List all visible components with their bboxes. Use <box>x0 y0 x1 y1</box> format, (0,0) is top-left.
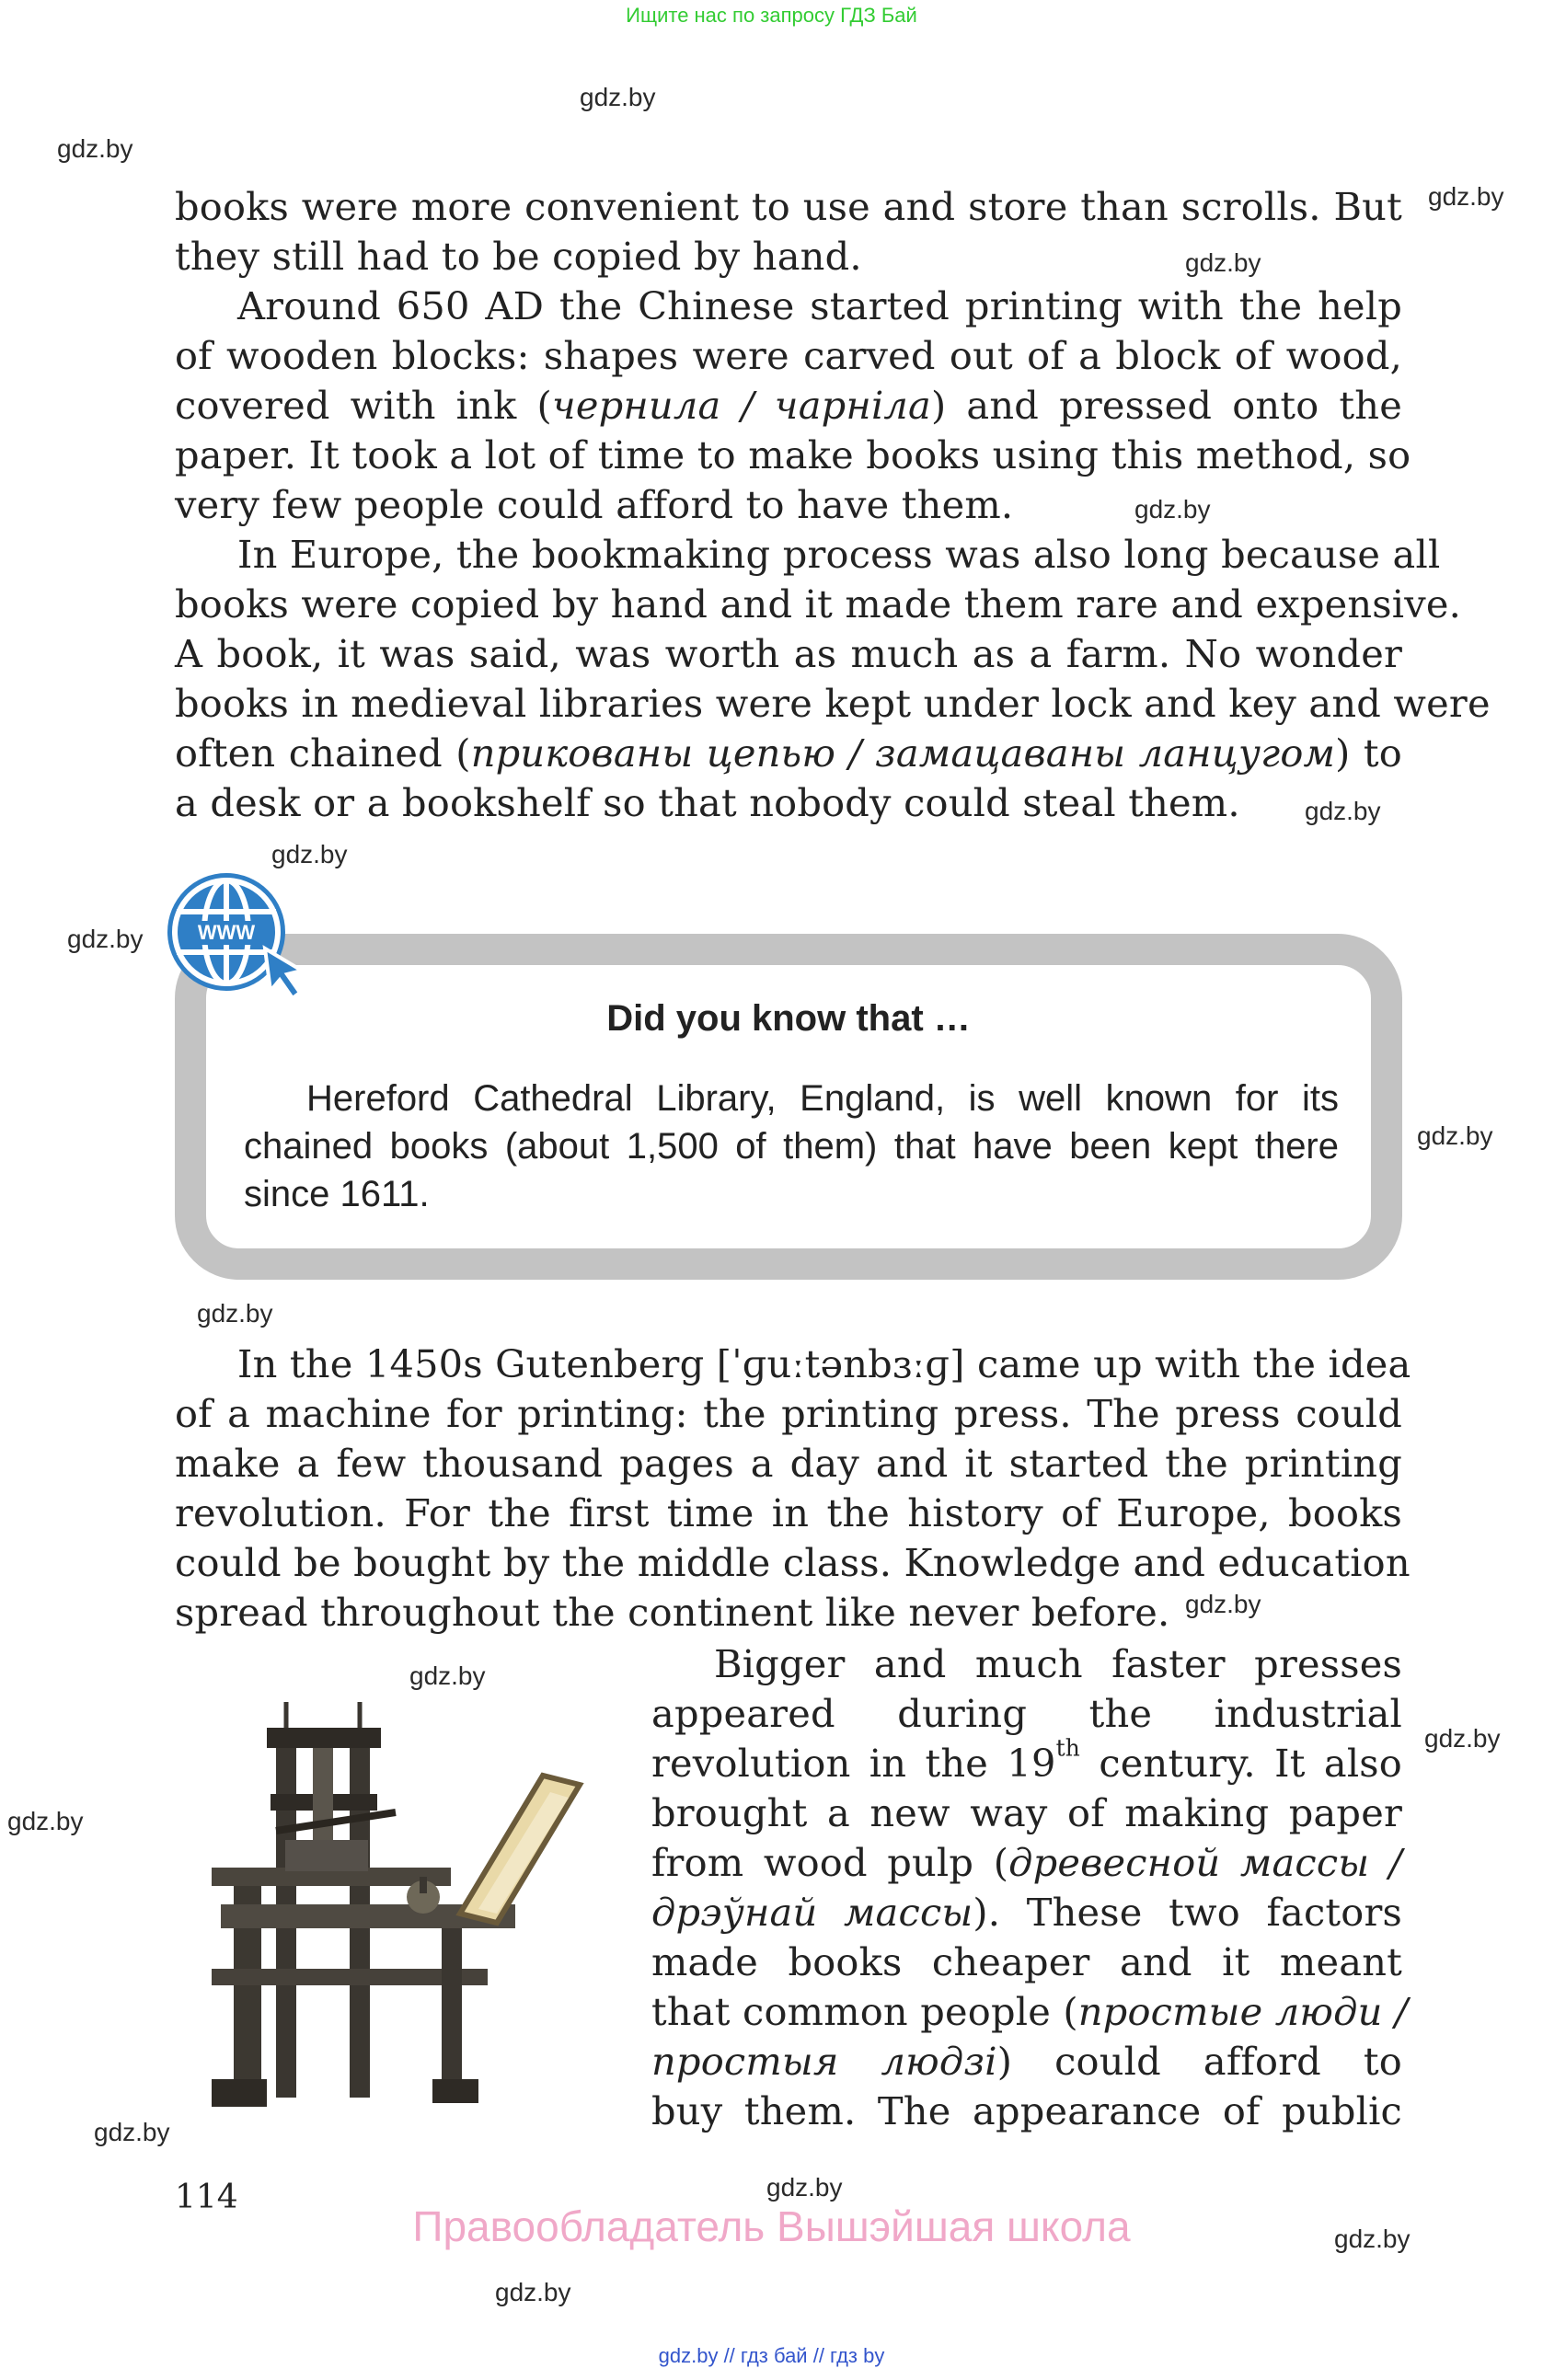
translation-italic: чернила / чарніла <box>551 383 931 428</box>
text-run: often chained ( <box>175 730 471 776</box>
translation-italic: дрэўнай массы <box>651 1890 973 1935</box>
paragraph-line: A book, it was said, was worth as much as a farm. No wonder <box>175 631 1402 676</box>
text-run: ). These two factors <box>973 1890 1403 1935</box>
paragraph-line: buy them. The appearance of public <box>651 2088 1402 2133</box>
text-run: covered with ink ( <box>175 383 552 428</box>
text-run: that common people ( <box>651 1989 1078 2034</box>
translation-italic: древесной массы / <box>1008 1840 1402 1885</box>
did-you-know-title: Did you know that … <box>606 998 971 1039</box>
paragraph-line: very few people could afford to have them. <box>175 482 1014 527</box>
watermark: gdz.by <box>1428 182 1504 211</box>
paragraph-line: could be bought by the middle class. Knowledge and education <box>175 1540 1411 1585</box>
watermark: gdz.by <box>1134 495 1211 523</box>
watermark: gdz.by <box>197 1299 273 1328</box>
paragraph-line: brought a new way of making paper <box>651 1790 1402 1835</box>
paragraph-line: of wooden blocks: shapes were carved out of a block of wood, <box>175 333 1402 378</box>
paragraph-line: appeared during the industrial <box>651 1691 1402 1736</box>
paragraph-line: make a few thousand pages a day and it started the printing <box>175 1441 1402 1486</box>
paragraph-line: a desk or a bookshelf so that nobody could steal them. <box>175 780 1240 825</box>
paragraph-line <box>651 1987 1409 2037</box>
copyright-notice: Правообладатель Вышэйшая школа <box>412 2202 1131 2250</box>
globe-www-icon <box>164 869 320 1007</box>
text-run: revolution in the 19 <box>651 1741 1056 1786</box>
paragraph-line <box>651 1888 1402 1937</box>
printing-press-image <box>175 1693 616 2125</box>
paragraph-line: paper. It took a lot of time to make books using this method, so <box>175 432 1411 477</box>
paragraph-line: In Europe, the bookmaking process was also long because all <box>237 532 1441 577</box>
paragraph-line <box>651 2037 1402 2087</box>
box-text-line: chained books (about 1,500 of them) that have been kept there <box>244 1126 1339 1167</box>
paragraph-line: spread throughout the continent like never before. <box>175 1590 1170 1635</box>
text-run: ) to <box>1335 730 1402 776</box>
watermark: gdz.by <box>57 134 133 163</box>
text-run: century. It also <box>1080 1741 1402 1786</box>
paragraph-line: books were more convenient to use and store than scrolls. But <box>175 184 1402 229</box>
translation-italic: простыя людзі <box>651 2039 997 2084</box>
top-search-note: Ищите нас по запросу ГДЗ Бай <box>626 4 917 27</box>
paragraph-line: In the 1450s Gutenberg [ˈɡuːtənbɜːɡ] came up with the idea <box>237 1341 1411 1386</box>
paragraph-line <box>175 381 1402 431</box>
paragraph-line: revolution. For the first time in the history of Europe, books <box>175 1490 1402 1535</box>
watermark: gdz.by <box>1185 1590 1261 1618</box>
watermark: gdz.by <box>766 2173 843 2202</box>
superscript: th <box>1055 1734 1081 1762</box>
watermark: gdz.by <box>1305 797 1381 825</box>
watermark: gdz.by <box>94 2118 170 2146</box>
watermark: gdz.by <box>580 83 656 111</box>
watermark: gdz.by <box>495 2278 571 2306</box>
watermark: gdz.by <box>271 840 348 868</box>
watermark: gdz.by <box>1334 2225 1411 2253</box>
text-run: ) could afford to <box>996 2039 1402 2084</box>
watermark: gdz.by <box>67 925 144 953</box>
translation-italic: прикованы цепью / замацаваны ланцугом <box>470 730 1336 776</box>
paragraph-line: of a machine for printing: the printing press. The press could <box>175 1391 1402 1436</box>
paragraph-line <box>651 1734 1402 1788</box>
paragraph-line <box>175 729 1402 778</box>
paragraph-line: books in medieval libraries were kept under lock and key and were <box>175 681 1491 726</box>
paragraph-line <box>651 1838 1402 1888</box>
translation-italic: простые люди / <box>1077 1989 1409 2034</box>
page-number: 114 <box>175 2179 238 2216</box>
watermark: gdz.by <box>7 1807 84 1835</box>
text-run: from wood pulp ( <box>651 1840 1009 1885</box>
text-run: ) and pressed onto the <box>930 383 1402 428</box>
www-label: WWW <box>197 921 256 944</box>
watermark: gdz.by <box>1424 1724 1501 1753</box>
box-text-line: since 1611. <box>244 1174 430 1214</box>
paragraph-line: Bigger and much faster presses <box>714 1641 1402 1686</box>
paragraph-line: made books cheaper and it meant <box>651 1939 1402 1984</box>
watermark: gdz.by <box>1185 248 1261 277</box>
paragraph-line: they still had to be copied by hand. <box>175 234 862 279</box>
paragraph-line: Around 650 AD the Chinese started printing with the help <box>237 283 1402 328</box>
box-text-line: Hereford Cathedral Library, England, is well known for its <box>306 1078 1339 1119</box>
watermark: gdz.by <box>1417 1121 1493 1150</box>
watermark: gdz.by <box>409 1661 486 1690</box>
bottom-note: gdz.by // гдз бай // гдз by <box>658 2344 885 2367</box>
paragraph-line: books were copied by hand and it made them rare and expensive. <box>175 581 1462 627</box>
